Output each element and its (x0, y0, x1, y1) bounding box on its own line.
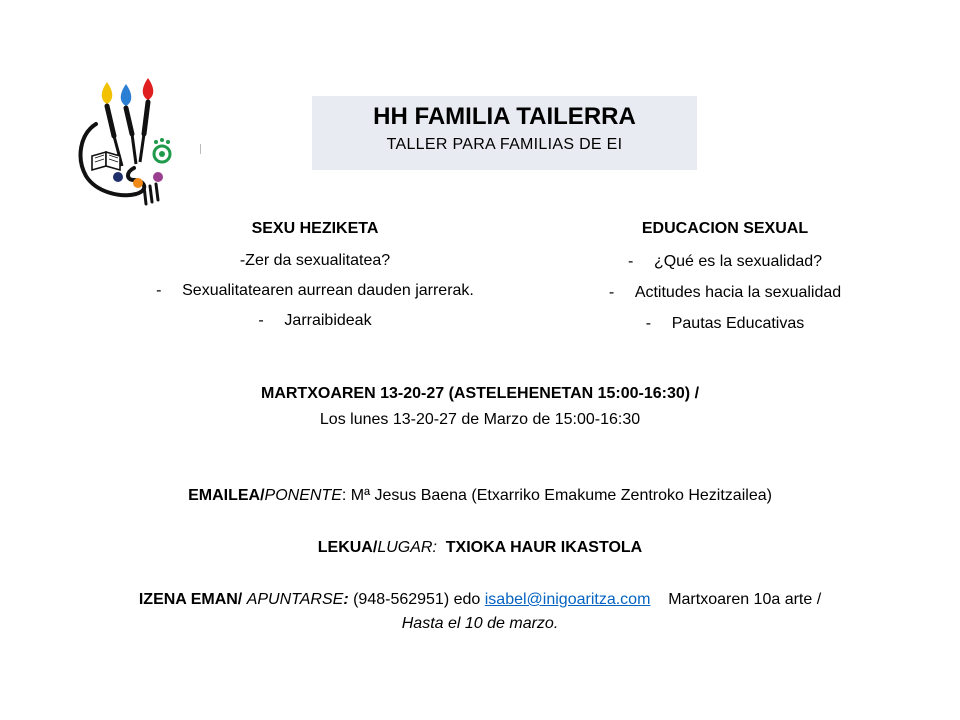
list-item (570, 308, 880, 339)
list-item-text: Jarraibideak (284, 312, 372, 329)
place-label-eu: LEKUA/ (317, 539, 378, 556)
list-dash: - (645, 315, 652, 332)
right-column-heading: EDUCACION SEXUAL (641, 220, 809, 237)
speaker-label-es: PONENTE (264, 487, 342, 504)
list-item (110, 306, 520, 336)
left-column-eu (110, 216, 520, 336)
list-dash: - (608, 284, 615, 301)
list-item-text: Pautas Educativas (671, 315, 805, 332)
list-item (570, 277, 880, 308)
place-line (0, 536, 960, 560)
list-item (110, 246, 520, 276)
left-column-heading: SEXU HEZIKETA (251, 220, 379, 237)
list-item (570, 246, 880, 277)
list-item-text: ¿Qué es la sexualidad? (653, 253, 823, 270)
title-box (312, 96, 697, 170)
schedule-es: Los lunes 13-20-27 de Marzo de 15:00-16:30 (319, 411, 641, 428)
list-dash: - (627, 253, 634, 270)
emblem-icon (154, 138, 170, 162)
email-link[interactable]: isabel@inigoaritza.com (484, 591, 651, 608)
registration-colon: : (343, 591, 349, 608)
list-item-text: -Zer da sexualitatea? (239, 252, 391, 269)
schedule-eu: MARTXOAREN 13-20-27 (ASTELEHENETAN 15:00-16:30) / (260, 385, 700, 402)
place-value: TXIOKA HAUR IKASTOLA (445, 539, 643, 556)
registration-phone: (948-562951) edo (348, 591, 485, 608)
divider-mark (200, 144, 201, 154)
list-item-text: Sexualitatearen aurrean dauden jarrerak. (182, 282, 474, 299)
page-title: HH FAMILIA TAILERRA (373, 103, 636, 130)
registration-deadline-eu: Martxoaren 10a arte / (668, 591, 822, 608)
speaker-line (0, 484, 960, 508)
list-item-text: Actitudes hacia la sexualidad (634, 284, 842, 301)
registration-deadline-es: Hasta el 10 de marzo. (401, 615, 559, 632)
registration-label-es: APUNTARSE (246, 591, 344, 608)
speaker-value: : Mª Jesus Baena (Etxarriko Emakume Zentroko Hezitzailea) (341, 487, 772, 504)
list-dash: - (258, 312, 264, 329)
place-label-es: LUGAR: (377, 539, 437, 556)
registration-label-eu: IZENA EMAN/ (138, 591, 247, 608)
speaker-label-eu: EMAILEA/ (188, 487, 265, 504)
page-subtitle: TALLER PARA FAMILIAS DE EI (386, 136, 623, 153)
list-item (110, 276, 520, 306)
book-icon (92, 152, 120, 170)
palette-logo-icon (74, 76, 186, 208)
list-dash: - (156, 282, 162, 299)
right-column-es (570, 216, 880, 339)
registration-line (0, 588, 960, 612)
